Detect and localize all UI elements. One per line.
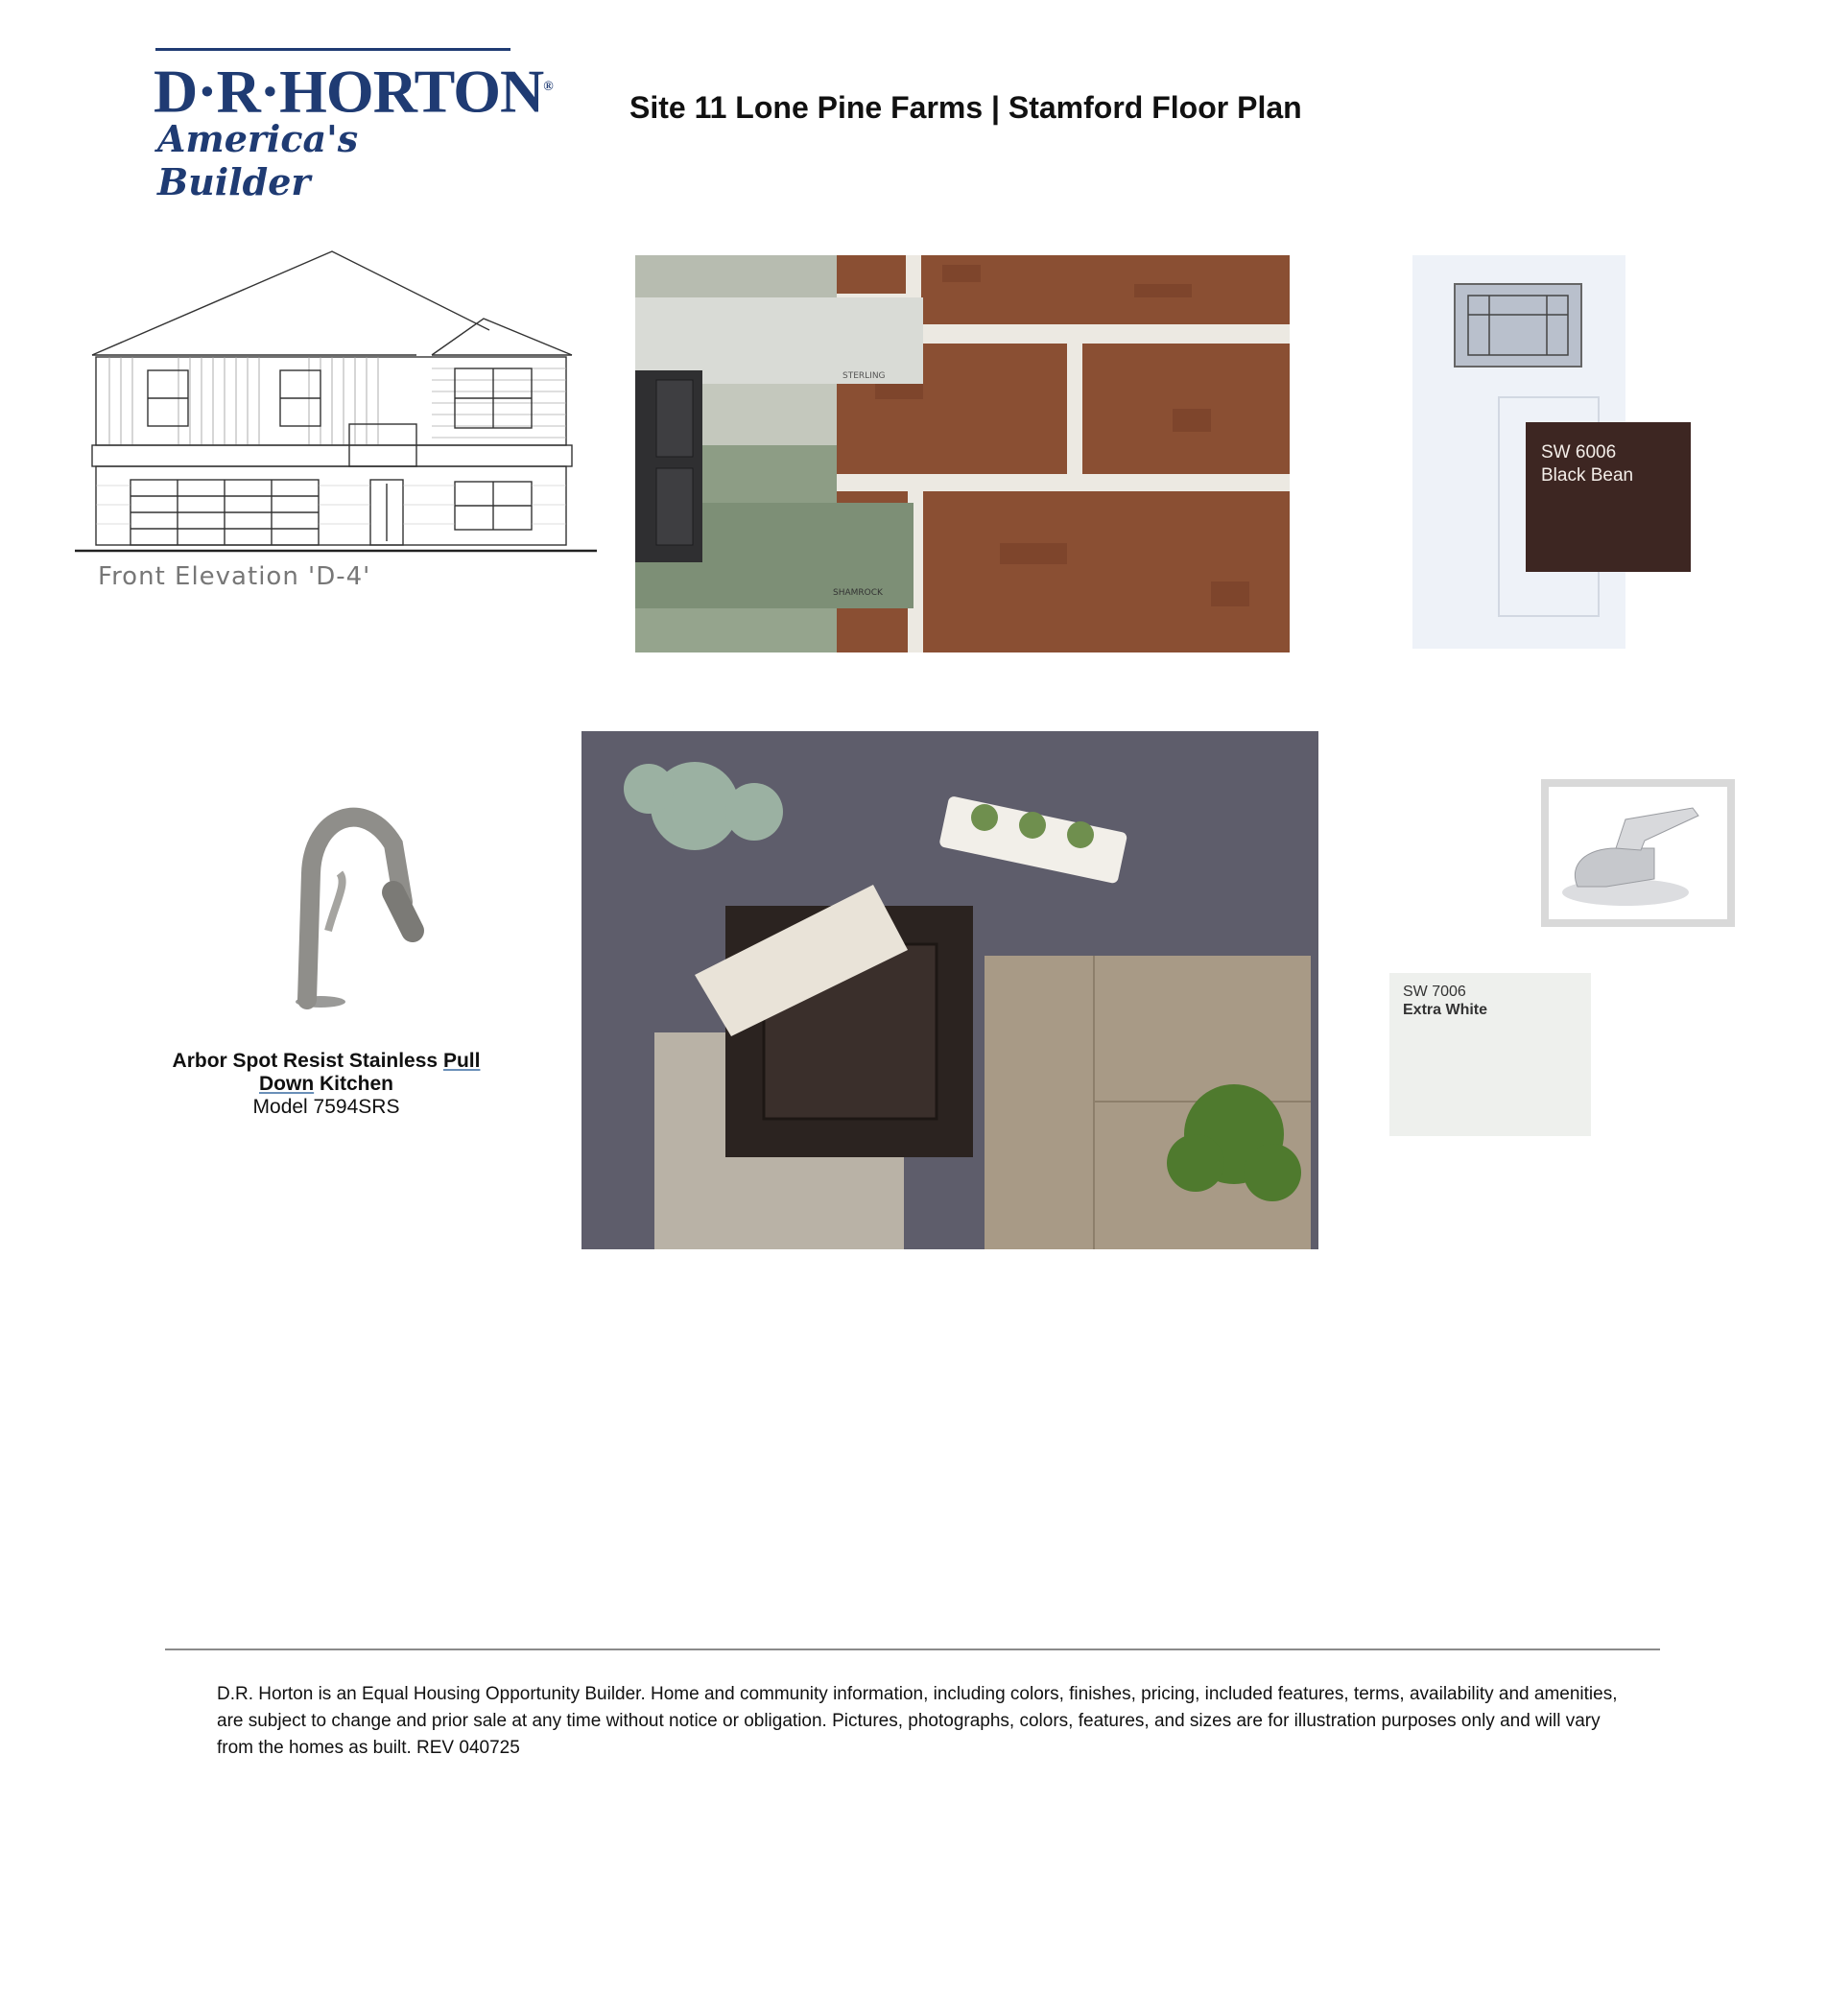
door-color-code: SW 6006 xyxy=(1541,442,1617,462)
faucet-name-part: Arbor Spot Resist Stainless xyxy=(172,1050,443,1072)
wall-color-name: Extra White xyxy=(1403,1002,1488,1018)
front-elevation-drawing xyxy=(71,246,601,601)
logo-rule xyxy=(155,48,510,51)
siding-label-sterling: STERLING xyxy=(842,371,886,381)
bath-faucet-frame xyxy=(1549,787,1727,919)
footer-disclaimer: D.R. Horton is an Equal Housing Opportunity Builder. Home and community information, including colors, finishes, pricing, included features, terms, availability and amenities, are subject to change and prior sale at any time without notice or obligation. Pictures, photographs, colors, features, and sizes are for illustration purposes only and will vary from the homes as built. REV 040725 xyxy=(217,1684,1618,1758)
kitchen-faucet-image xyxy=(259,787,432,1009)
interior-swatch-svg xyxy=(581,731,1318,1249)
faucet-name-line2 xyxy=(134,1073,518,1096)
kitchen-faucet-label xyxy=(134,1050,518,1119)
exterior-swatch-svg xyxy=(635,255,1290,652)
logo-wordmark: D·R·HORTON® xyxy=(154,57,553,126)
interior-materials-photo xyxy=(581,731,1318,1249)
logo-tagline: America's Builder xyxy=(157,117,359,203)
exterior-materials-photo xyxy=(635,255,1290,652)
house-elevation-svg xyxy=(71,246,601,562)
faucet-model: Model 7594SRS xyxy=(252,1096,400,1118)
faucet-name-part: Down xyxy=(259,1073,315,1095)
footer-divider xyxy=(165,1648,1660,1650)
page-title: Site 11 Lone Pine Farms | Stamford Floor Plan xyxy=(629,90,1302,125)
door-color-name: Black Bean xyxy=(1541,465,1634,486)
kitchen-faucet-icon xyxy=(259,787,432,1009)
faucet-name-part: Pull xyxy=(442,1050,481,1072)
faucet-name-part: Kitchen xyxy=(314,1073,393,1095)
siding-label-shamrock: SHAMROCK xyxy=(833,588,883,598)
door-color-chip xyxy=(1526,422,1691,572)
wall-color-chip xyxy=(1389,973,1591,1136)
wall-color-code: SW 7006 xyxy=(1403,984,1466,1000)
bath-faucet-icon xyxy=(1549,787,1727,919)
faucet-name-line1 xyxy=(134,1050,518,1073)
brand-logo xyxy=(154,46,553,203)
bath-faucet-image xyxy=(1541,779,1735,927)
elevation-caption: Front Elevation 'D-4' xyxy=(98,562,371,591)
